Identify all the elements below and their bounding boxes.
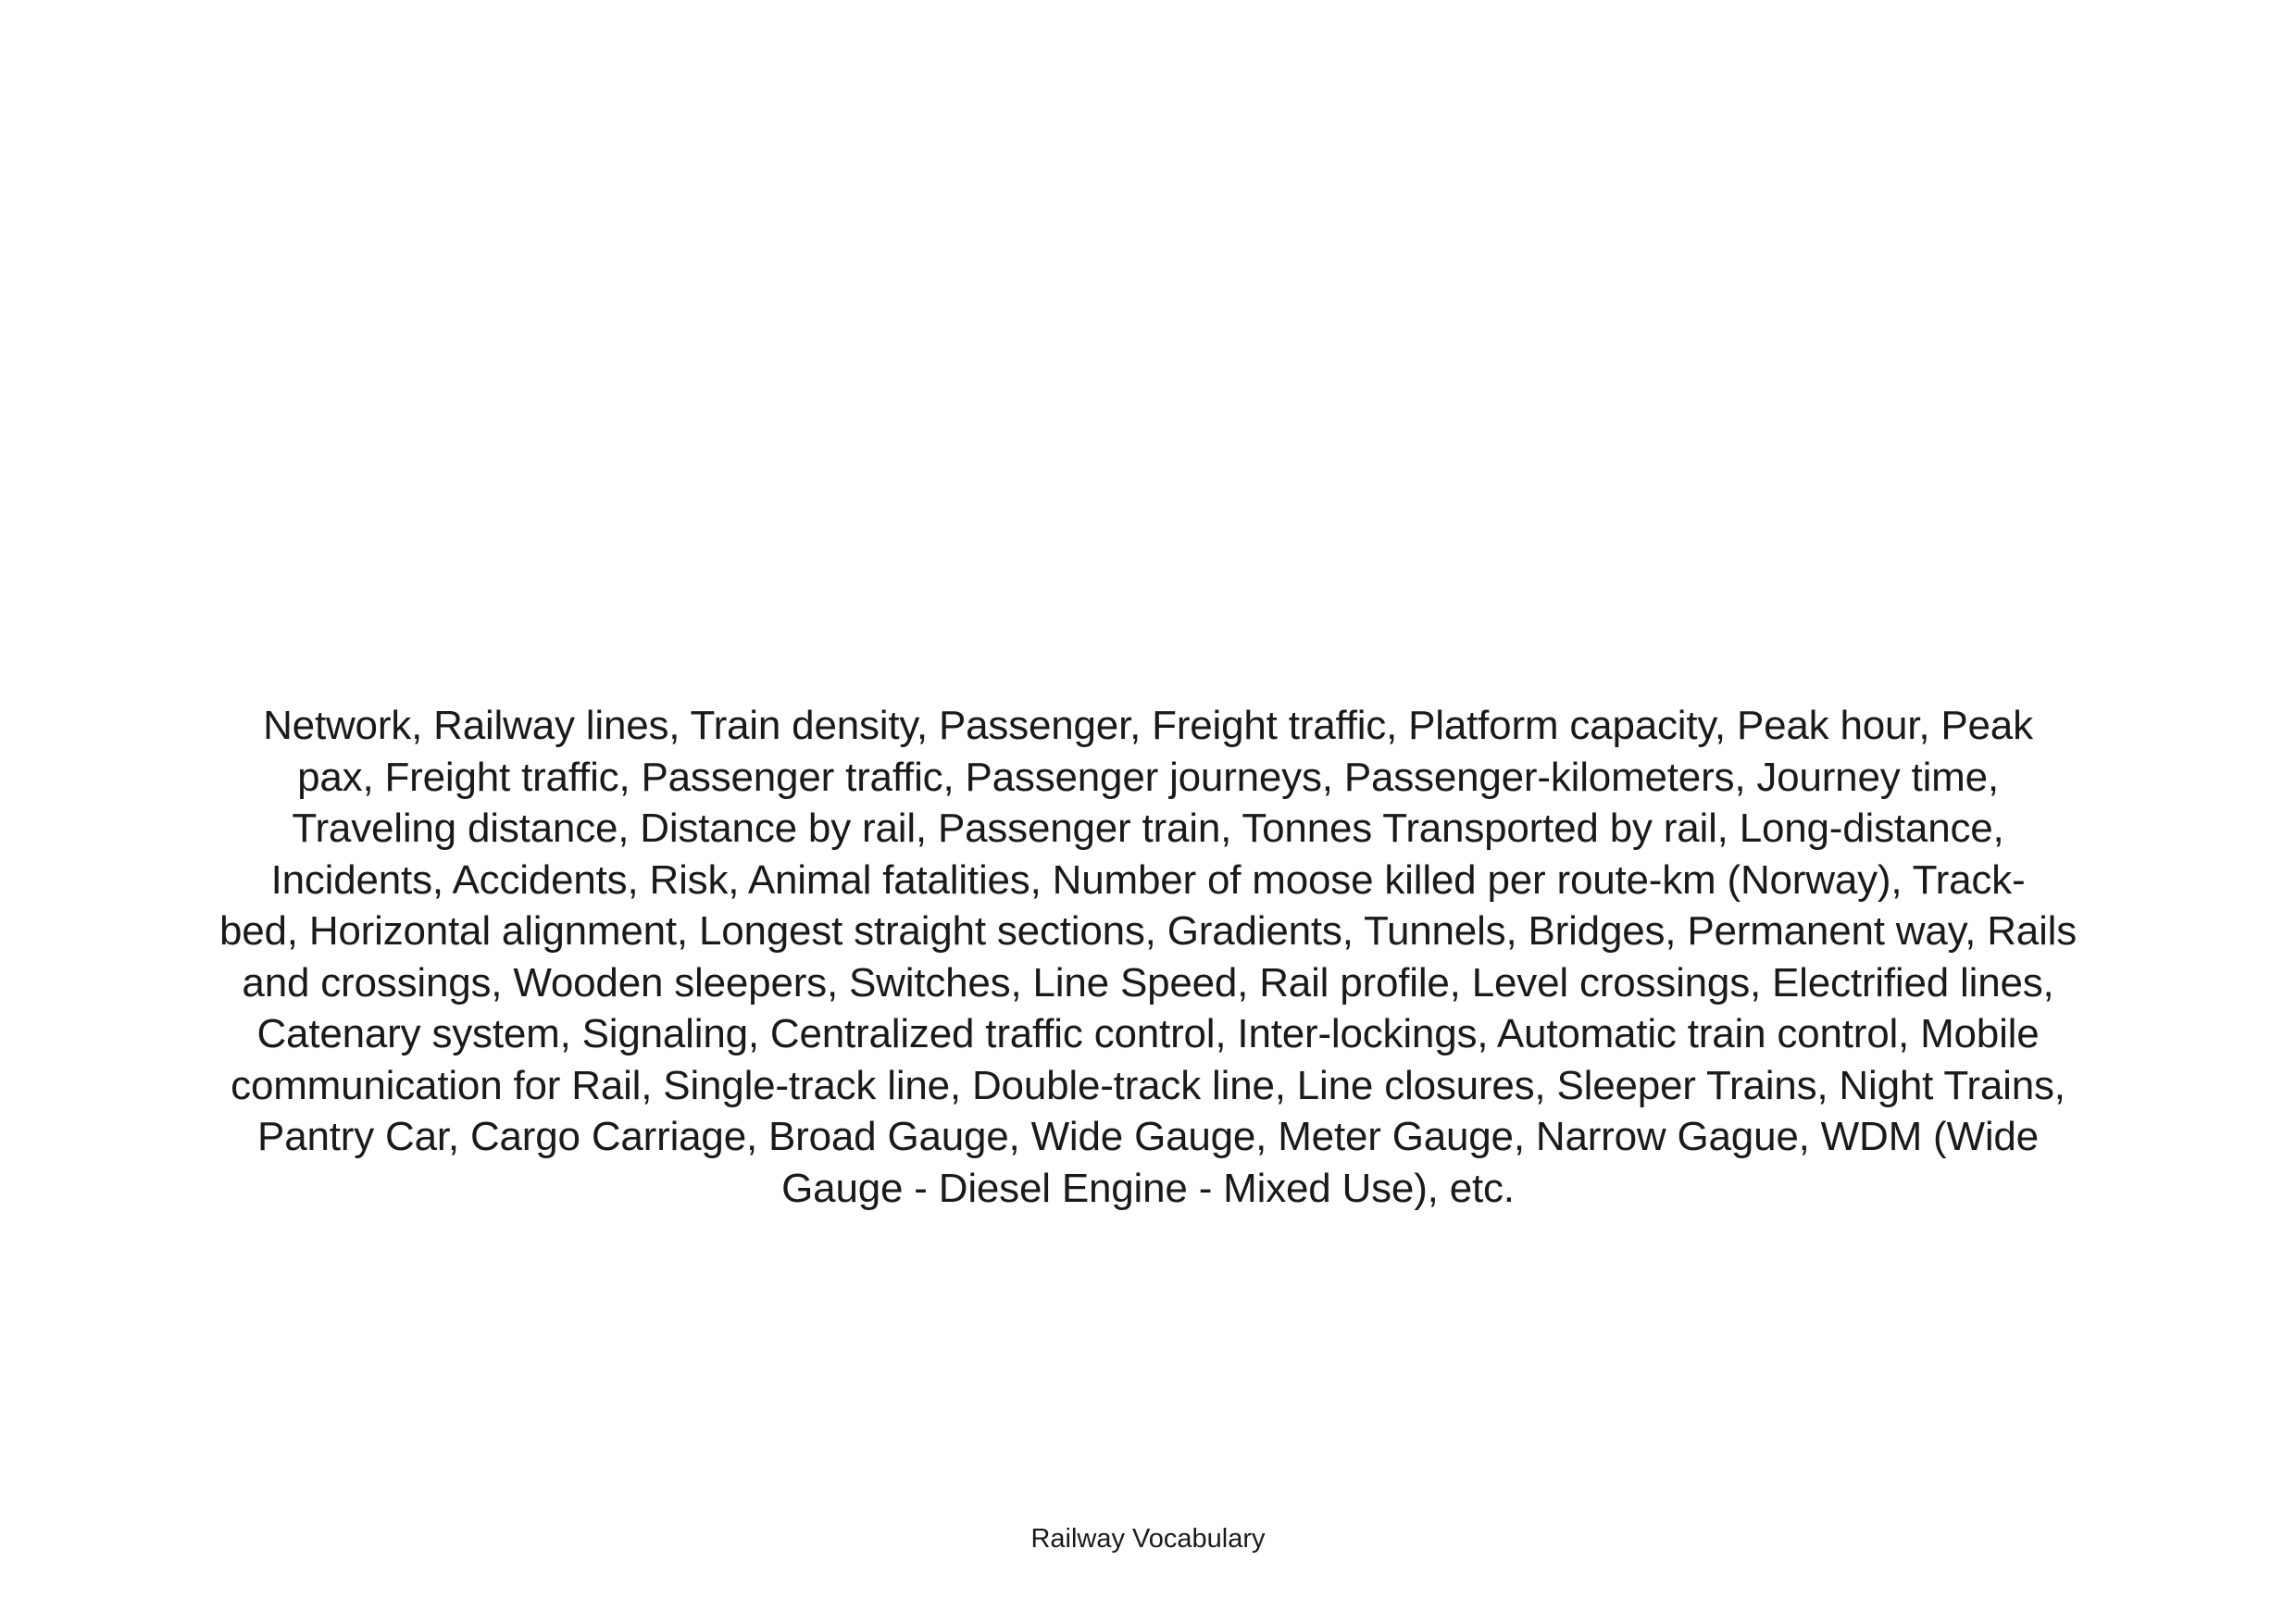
vocabulary-line: Gauge - Diesel Engine - Mixed Use), etc. [781, 1165, 1515, 1211]
vocabulary-line: Traveling distance, Distance by rail, Passenger train, Tonnes Transported by rail, Long-distance, [292, 806, 2004, 851]
vocabulary-line: Incidents, Accidents, Risk, Animal fatalities, Number of moose killed per route-km (Norway), Track- [270, 856, 2026, 903]
vocabulary-line: pax, Freight traffic, Passenger traffic, Passenger journeys, Passenger-kilometers, Journey time, [297, 754, 1999, 800]
vocabulary-line: bed, Horizontal alignment, Longest straight sections, Gradients, Tunnels, Bridges, Permanent way, Rails [218, 908, 2078, 954]
footer-caption: Railway Vocabulary [1030, 1524, 1266, 1554]
vocabulary-line: Catenary system, Signaling, Centralized traffic control, Inter-lockings, Automatic train control, Mobile [256, 1011, 2040, 1056]
vocabulary-line: and crossings, Wooden sleepers, Switches, Line Speed, Rail profile, Level crossings, Electrified lines, [242, 959, 2054, 1006]
vocabulary-line: communication for Rail, Single-track line, Double-track line, Line closures, Sleeper Trains, Night Trains, [231, 1062, 2065, 1108]
vocabulary-line: Network, Railway lines, Train density, Passenger, Freight traffic, Platform capacity, Peak hour, Peak [263, 703, 2033, 748]
vocabulary-paragraph [139, 700, 2157, 1214]
vocabulary-line: Pantry Car, Cargo Carriage, Broad Gauge, Wide Gauge, Meter Gauge, Narrow Gague, WDM (Wide [257, 1114, 2039, 1159]
